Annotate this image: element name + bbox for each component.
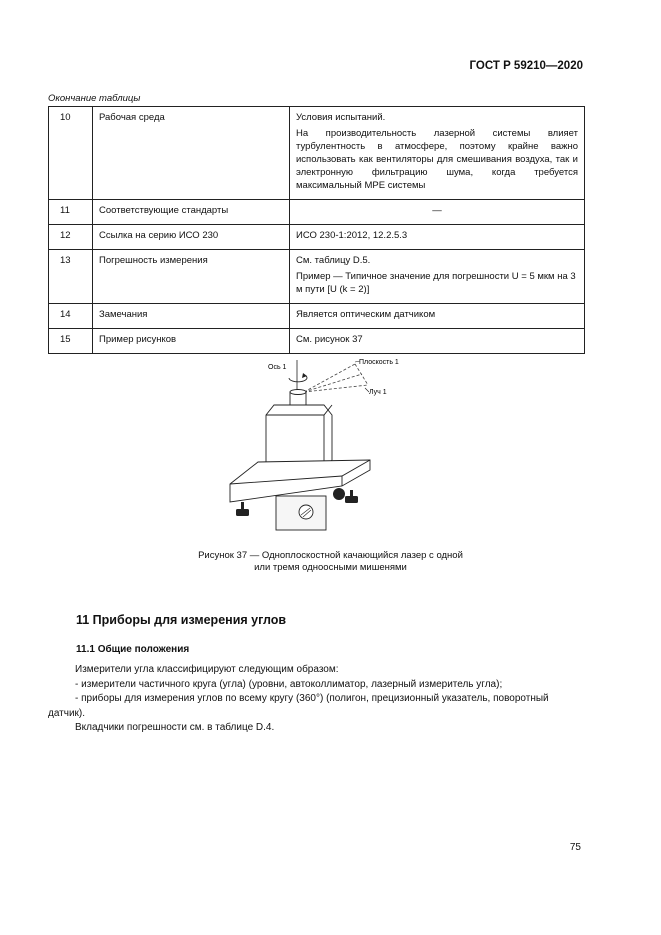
characteristics-table — [48, 106, 585, 354]
row-name: Ссылка на серию ИСО 230 — [93, 225, 290, 250]
row-name: Замечания — [93, 304, 290, 329]
table-row — [49, 225, 585, 250]
arrowhead-icon — [302, 373, 307, 378]
row-value-line: Условия испытаний. — [296, 112, 386, 123]
table-continuation-caption: Окончание таблицы — [48, 93, 141, 104]
figure-caption-line: или тремя одноосными мишенями — [254, 562, 407, 573]
paragraph: - приборы для измерения углов по всему кругу (360°) (полигон, прецизионный указатель, поворотный датчик). — [48, 693, 549, 719]
row-number: 15 — [49, 329, 93, 354]
laser-head — [266, 390, 332, 471]
paragraph: Измерители угла классифицируют следующим образом: — [75, 664, 339, 675]
row-value-line: Является оптическим датчиком — [296, 309, 436, 320]
laser-figure — [220, 352, 400, 532]
table-row — [49, 107, 585, 200]
row-value-line: — — [432, 205, 442, 216]
table-row — [49, 250, 585, 304]
row-number: 12 — [49, 225, 93, 250]
row-number: 10 — [49, 107, 93, 200]
section-body — [48, 663, 585, 736]
row-value — [290, 250, 585, 304]
axis-label: Ось 1 — [268, 364, 287, 371]
beam-label: Луч 1 — [369, 389, 387, 396]
document-id: ГОСТ Р 59210—2020 — [469, 60, 583, 72]
row-value — [290, 225, 585, 250]
paragraph: - измерители частичного круга (угла) (уровни, автоколлиматор, лазерный измеритель угла); — [75, 678, 503, 690]
plane-label: Плоскость 1 — [359, 359, 399, 366]
row-value-line: См. таблицу D.5. — [296, 255, 371, 266]
figure-caption — [0, 550, 661, 574]
swinging-laser-drawing — [220, 352, 400, 532]
row-value-line: Пример — Типичное значение для погрешности U = 5 мкм на 3 м пути [U (k = 2)] — [296, 271, 576, 295]
row-value — [290, 200, 585, 225]
row-name: Рабочая среда — [93, 107, 290, 200]
page-number: 75 — [569, 842, 581, 853]
table-row — [49, 304, 585, 329]
paragraph: Вкладчики погрешности см. в таблице D.4. — [75, 722, 275, 733]
row-name: Пример рисунков — [93, 329, 290, 354]
row-value — [290, 304, 585, 329]
row-number: 11 — [49, 200, 93, 225]
row-value — [290, 107, 585, 200]
row-name: Погрешность измерения — [93, 250, 290, 304]
section-title: 11 Приборы для измерения углов — [76, 613, 287, 627]
laser-base — [230, 460, 370, 530]
table-row — [49, 200, 585, 225]
row-number: 14 — [49, 304, 93, 329]
table-row — [49, 329, 585, 354]
subsection-title: 11.1 Общие положения — [76, 644, 190, 655]
row-name: Соответствующие стандарты — [93, 200, 290, 225]
row-value-line: См. рисунок 37 — [296, 334, 363, 345]
row-number: 13 — [49, 250, 93, 304]
row-value-line: На производительность лазерной системы влияет турбулентность в атмосфере, поэтому крайне важно использовать как вентиляторы для смешивания воздуха, так и электронную фильтрацию шума, когда требуется максимальный MPE системы — [296, 128, 578, 191]
row-value-line: ИСО 230-1:2012, 12.2.5.3 — [296, 230, 408, 241]
row-value — [290, 329, 585, 354]
figure-caption-line: Рисунок 37 — Одноплоскостной качающийся лазер с одной — [198, 550, 463, 561]
beam-lines — [304, 364, 368, 392]
